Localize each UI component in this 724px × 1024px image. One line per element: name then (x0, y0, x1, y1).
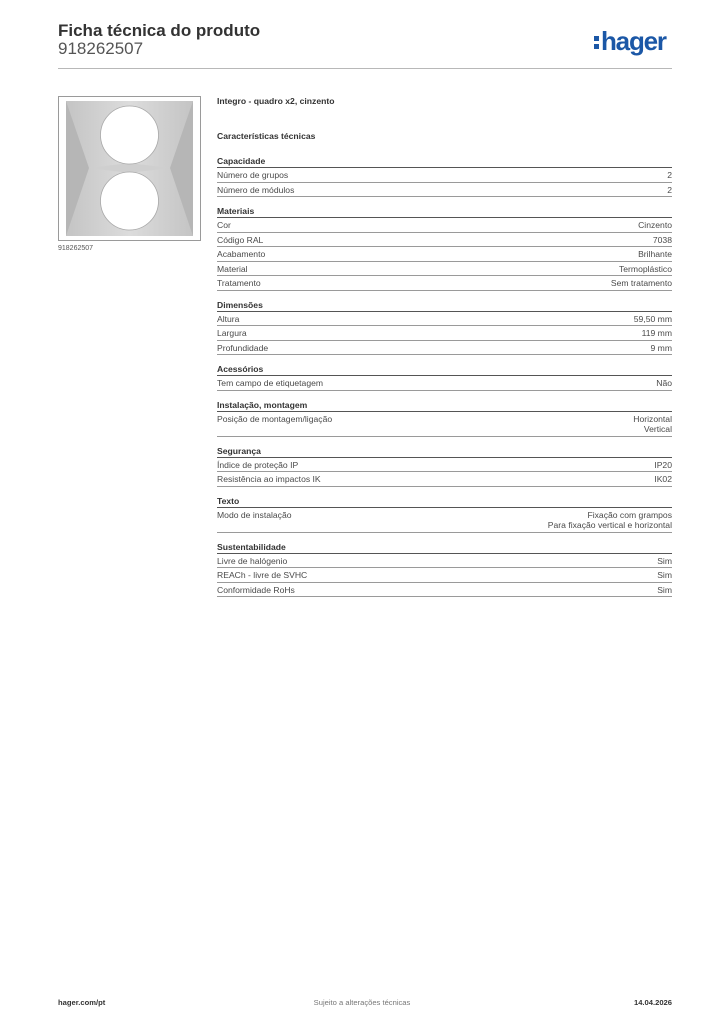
spec-value (656, 378, 672, 389)
spec-section (217, 364, 672, 391)
spec-row (217, 247, 672, 262)
spec-sections (217, 156, 672, 597)
product-image (58, 96, 201, 241)
spec-value (657, 570, 672, 581)
spec-label: Número de grupos (217, 170, 289, 180)
section-title: Instalação, montagem (217, 400, 672, 412)
spec-section (217, 156, 672, 197)
spec-row (217, 412, 672, 437)
footer-notice: Sujeito a alterações técnicas (313, 998, 411, 1007)
spec-label: Largura (217, 328, 247, 338)
spec-label: Código RAL (217, 234, 264, 245)
spec-value (654, 474, 672, 485)
spec-value (651, 343, 672, 354)
spec-value (657, 556, 672, 567)
spec-row (217, 554, 672, 569)
spec-section (217, 496, 672, 533)
logo-colon-icon (594, 31, 600, 51)
spec-value (619, 264, 672, 275)
spec-value-line: Cinzento (638, 220, 672, 230)
spec-label: Posição de montagem/ligação (217, 413, 333, 424)
tech-heading: Características técnicas (217, 131, 316, 141)
image-caption: 918262507 (58, 245, 94, 252)
spec-row (217, 218, 672, 233)
section-title: Segurança (217, 446, 672, 458)
spec-value-line: Fixação com grampos (587, 509, 672, 520)
spec-value (611, 278, 672, 289)
spec-label: Livre de halógenio (217, 555, 288, 566)
spec-value (633, 414, 672, 435)
spec-label: Acabamento (217, 249, 266, 259)
section-title: Sustentabilidade (217, 542, 672, 554)
spec-row (217, 233, 672, 248)
product-details (217, 96, 672, 606)
spec-row (217, 376, 672, 391)
spec-label: Conformidade RoHs (217, 584, 295, 595)
logo-text: hager (601, 26, 666, 56)
spec-row (217, 183, 672, 198)
spec-value-line: Para fixação vertical e horizontal (547, 520, 672, 530)
spec-value (548, 510, 672, 531)
spec-value-line: Não (656, 378, 672, 388)
spec-value (642, 328, 672, 339)
spec-label: Material (217, 263, 248, 274)
spec-value (638, 249, 672, 260)
spec-value-line: 9 mm (650, 342, 672, 353)
spec-value (657, 585, 672, 596)
spec-value-line: 2 (667, 170, 672, 180)
spec-section (217, 400, 672, 437)
spec-value-line: Sim (657, 555, 672, 566)
spec-label: Altura (217, 313, 240, 324)
spec-section (217, 206, 672, 291)
spec-value-line: Sim (657, 570, 672, 580)
spec-value-line: 2 (667, 184, 672, 195)
spec-value-line: IK02 (654, 474, 672, 484)
section-title: Texto (217, 496, 672, 508)
spec-value-line: IP20 (654, 459, 672, 470)
spec-label: Tem campo de etiquetagem (217, 378, 324, 388)
spec-label: Tratamento (217, 278, 261, 288)
section-title: Capacidade (217, 156, 672, 168)
spec-value-line: 7038 (652, 234, 672, 245)
spec-row (217, 458, 672, 473)
section-title: Acessórios (217, 364, 672, 376)
spec-value-line: Termoplástico (618, 263, 672, 274)
product-name: Integro - quadro x2, cinzento (217, 96, 335, 106)
spec-value-line: Sim (657, 584, 672, 595)
footer-date: 14.04.2026 (633, 998, 672, 1007)
spec-value (667, 185, 672, 196)
spec-section (217, 300, 672, 356)
spec-label: REACh - livre de SVHC (217, 570, 308, 580)
spec-value (667, 170, 672, 181)
spec-value-line: Vertical (643, 424, 672, 434)
spec-row (217, 568, 672, 583)
spec-label: Índice de proteção IP (217, 459, 299, 470)
spec-row (217, 276, 672, 291)
section-title: Dimensões (217, 300, 672, 312)
spec-row (217, 341, 672, 356)
spec-section (217, 542, 672, 598)
spec-value (654, 460, 672, 471)
spec-row (217, 326, 672, 341)
spec-value-line: 59,50 mm (633, 313, 672, 324)
spec-row (217, 508, 672, 533)
header-divider (58, 68, 672, 69)
spec-row (217, 168, 672, 183)
product-reference: 918262507 (58, 39, 144, 58)
spec-label: Resistência ao impactos IK (217, 474, 321, 484)
spec-value-line: Horizontal (633, 413, 672, 424)
spec-value (653, 235, 672, 246)
hager-logo (594, 27, 666, 55)
spec-row (217, 472, 672, 487)
section-title: Materiais (217, 206, 672, 218)
spec-value (634, 314, 672, 325)
spec-row (217, 583, 672, 598)
spec-section (217, 446, 672, 487)
spec-label: Cor (217, 220, 231, 230)
spec-value-line: 119 mm (641, 328, 672, 338)
spec-row (217, 312, 672, 327)
spec-row (217, 262, 672, 277)
spec-label: Número de módulos (217, 184, 295, 195)
spec-value-line: Sem tratamento (610, 278, 672, 288)
spec-value (638, 220, 672, 231)
spec-value-line: Brilhante (638, 249, 672, 259)
spec-label: Modo de instalação (217, 509, 292, 520)
double-frame-icon (59, 97, 200, 240)
page-title: Ficha técnica do produto (58, 21, 261, 40)
spec-label: Profundidade (217, 342, 269, 353)
footer-website: hager.com/pt (58, 998, 106, 1007)
